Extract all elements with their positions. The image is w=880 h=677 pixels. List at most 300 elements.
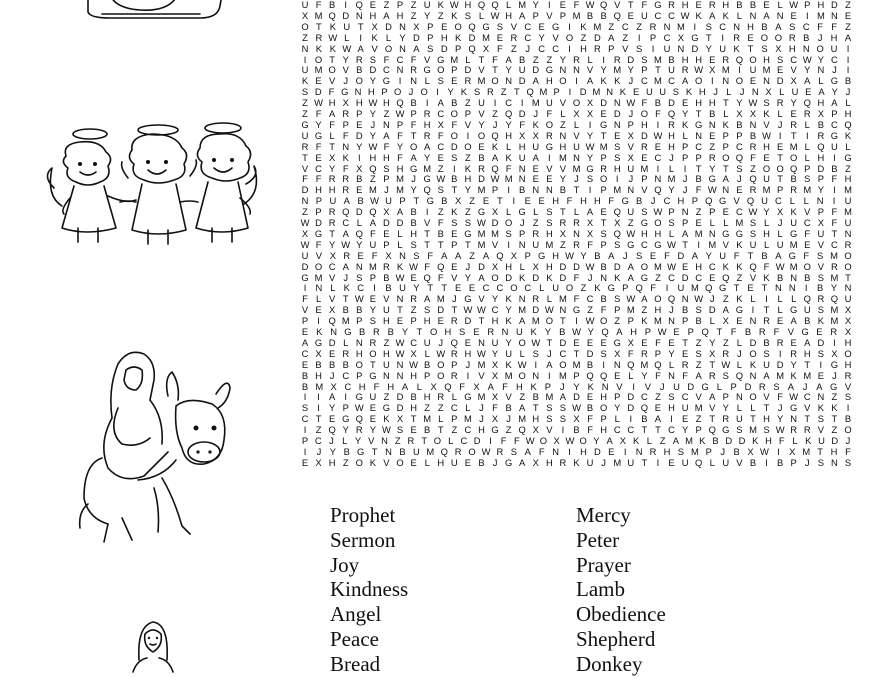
grid-letter: R [640,347,648,359]
grid-letter: K [460,86,468,98]
grid-letter: I [588,118,592,130]
grid-letter: A [681,227,689,239]
grid-letter: U [329,195,337,207]
grid-letter: L [763,238,770,250]
grid-letter: F [778,435,785,446]
grid-letter: I [832,195,836,207]
grid-letter: M [599,140,608,152]
grid-letter: U [491,336,499,348]
three-angels-picture [40,118,262,250]
grid-letter: S [817,347,824,359]
grid-letter: N [532,369,540,381]
grid-letter: U [722,456,730,468]
grid-letter: S [817,456,824,468]
grid-letter: B [532,391,539,403]
grid-letter: M [572,358,581,370]
grid-letter: J [628,75,634,87]
grid-letter: A [383,129,390,141]
grid-letter: N [831,9,838,21]
grid-letter: S [695,347,702,359]
grid-letter: M [694,402,703,414]
grid-letter: T [329,227,335,239]
grid-letter: L [726,86,732,98]
grid-letter: P [790,456,797,468]
grid-letter: K [343,282,350,294]
grid-letter: V [478,369,485,381]
grid-letter: F [373,380,380,392]
grid-letter: F [519,118,526,130]
grid-letter: I [656,162,660,174]
grid-letter: G [586,162,594,174]
grid-letter: I [697,238,700,250]
grid-letter: F [831,20,837,32]
grid-letter: C [803,217,811,228]
grid-letter: P [600,238,607,250]
grid-letter: Y [399,31,406,43]
grid-letter: V [371,42,378,54]
grid-letter: L [804,140,810,152]
grid-letter: U [518,151,526,163]
grid-letter: K [844,129,852,141]
grid-letter: A [437,97,444,109]
grid-letter: Q [355,413,363,425]
grid-letter: L [573,118,580,130]
grid-letter: H [423,315,431,327]
grid-letter: T [427,282,434,294]
grid-letter: P [342,118,349,130]
grid-letter: V [790,64,797,76]
grid-letter: Z [302,31,308,43]
grid-letter: Y [447,86,454,98]
grid-letter: M [776,369,785,381]
grid-letter: W [370,195,380,207]
grid-letter: S [817,413,824,425]
grid-letter: H [640,227,648,239]
grid-letter: C [301,347,309,359]
grid-letter: W [328,31,338,43]
grid-letter: S [749,227,757,239]
grid-letter: X [315,347,322,359]
grid-letter: Q [749,260,757,272]
grid-letter: G [695,118,703,130]
grid-letter: N [552,445,559,457]
grid-letter: G [504,456,513,468]
grid-letter: Q [830,293,839,305]
grid-letter: H [559,140,567,152]
grid-letter: U [369,391,377,403]
grid-letter: J [519,217,525,228]
grid-letter: X [790,75,797,87]
grid-letter: I [833,184,836,196]
grid-letter: I [656,118,660,130]
grid-letter: W [585,0,595,10]
grid-letter: D [383,217,390,228]
grid-letter: T [532,402,539,414]
grid-letter: A [546,358,553,370]
grid-letter: T [497,195,503,207]
grid-letter: T [763,402,770,414]
grid-letter: B [600,9,607,21]
grid-letter: B [749,0,757,10]
grid-letter: R [788,31,796,43]
grid-letter: R [410,64,417,76]
grid-letter: N [399,20,406,32]
grid-letter: K [817,402,824,414]
grid-letter: B [357,195,364,207]
grid-letter: E [776,140,784,152]
grid-letter: Y [401,326,409,337]
grid-letter: D [478,260,485,272]
grid-letter: Z [519,391,526,403]
grid-letter: E [437,315,444,327]
grid-letter: I [632,380,635,392]
grid-letter: Y [329,238,336,250]
grid-letter: E [356,118,363,130]
grid-letter: H [765,435,772,446]
grid-letter: Z [532,217,539,228]
grid-letter: T [804,358,811,370]
grid-letter: W [490,173,500,185]
grid-letter: C [450,402,458,414]
grid-letter: G [599,118,608,130]
grid-letter: B [790,173,797,185]
grid-letter: H [654,304,662,316]
grid-letter: E [559,0,567,10]
grid-letter: B [342,304,349,316]
grid-letter: M [613,456,622,468]
grid-letter: G [790,402,798,414]
grid-letter: E [464,336,472,348]
grid-letter: Z [614,315,621,327]
grid-letter: V [464,118,472,130]
grid-letter: P [410,108,417,119]
grid-letter: P [451,413,458,425]
grid-letter: U [586,456,594,468]
grid-letter: L [628,369,634,381]
grid-letter: Z [410,304,417,316]
grid-letter: I [303,391,307,403]
grid-letter: N [559,304,567,316]
grid-letter: F [451,118,458,130]
grid-letter: P [705,445,712,457]
grid-letter: E [464,456,472,468]
grid-letter: E [473,326,480,337]
grid-letter: P [396,0,404,10]
grid-letter: O [369,347,377,359]
word-list-item: Peace [330,626,379,651]
grid-letter: C [496,282,504,294]
grid-letter: E [747,31,754,43]
grid-letter: G [788,249,796,261]
grid-letter: G [830,75,839,87]
grid-letter: W [395,347,405,359]
grid-letter: Y [369,304,376,316]
grid-letter: V [695,391,702,403]
grid-letter: S [413,249,420,261]
grid-letter: I [568,445,571,457]
grid-letter: M [690,445,699,457]
grid-letter: B [301,369,309,381]
grid-letter: X [329,151,336,163]
grid-letter: H [315,184,322,196]
grid-letter: D [355,206,363,218]
grid-letter: G [341,86,349,98]
grid-letter: U [659,86,666,98]
grid-letter: A [763,369,770,381]
grid-letter: D [817,162,825,174]
grid-letter: N [817,64,825,76]
grid-letter: R [450,347,458,359]
grid-letter: Y [410,184,417,196]
grid-letter: X [491,369,499,381]
grid-letter: I [833,336,836,348]
grid-letter: U [545,97,553,109]
grid-letter: A [410,151,417,163]
grid-letter: U [343,20,351,32]
grid-letter: G [423,64,431,76]
grid-letter: I [846,402,850,414]
grid-letter: T [627,0,634,10]
grid-letter: D [600,97,608,109]
grid-letter: D [396,402,404,414]
grid-letter: M [477,184,486,196]
grid-letter: P [532,9,539,21]
grid-letter: U [736,413,743,425]
grid-letter: P [681,140,689,152]
grid-letter: A [606,435,613,446]
grid-letter: J [777,118,783,130]
grid-letter: L [646,435,652,446]
grid-letter: T [424,227,431,239]
grid-letter: U [668,64,675,76]
grid-letter: A [559,391,567,403]
grid-letter: W [667,238,676,250]
grid-letter: T [600,129,607,141]
grid-letter: F [497,42,503,54]
grid-letter: B [573,424,580,436]
word-list-item: Obedience [576,602,666,627]
grid-letter: U [844,195,852,207]
grid-letter: N [733,20,740,32]
grid-letter: Y [614,402,621,414]
grid-letter: R [613,53,621,65]
grid-letter: P [519,227,526,239]
grid-letter: T [371,445,378,457]
grid-letter: B [410,391,417,403]
grid-letter: R [532,227,540,239]
grid-letter: W [565,249,574,261]
grid-letter: F [383,140,390,152]
grid-letter: U [573,140,580,152]
grid-letter: G [491,424,499,436]
grid-letter: C [627,424,635,436]
grid-letter: P [381,86,388,98]
grid-letter: N [396,358,404,370]
grid-letter: A [654,413,662,425]
grid-letter: N [383,118,390,130]
grid-letter: Z [437,9,444,21]
grid-letter: D [505,271,513,283]
grid-letter: F [538,445,545,457]
grid-letter: H [668,129,675,141]
grid-letter: P [649,31,657,43]
grid-letter: J [682,184,688,196]
grid-letter: M [450,53,459,65]
grid-letter: I [819,358,823,370]
grid-letter: G [477,206,486,218]
grid-letter: P [722,391,729,403]
grid-letter: T [747,249,754,261]
grid-letter: M [482,31,490,43]
grid-letter: N [613,97,621,109]
grid-letter: E [805,86,812,98]
grid-letter: Z [695,413,702,425]
grid-letter: D [464,64,472,76]
grid-letter: D [396,391,404,403]
grid-letter: J [650,195,656,207]
grid-letter: P [654,347,662,359]
grid-letter: E [532,173,539,185]
grid-letter: N [749,118,757,130]
grid-letter: C [301,413,309,425]
grid-letter: U [301,249,309,261]
grid-letter: G [357,445,365,457]
grid-letter: S [763,424,770,436]
grid-letter: Q [790,162,798,174]
grid-letter: X [385,249,392,261]
grid-letter: O [749,347,757,359]
grid-letter: I [466,129,470,141]
grid-letter: I [303,445,307,457]
grid-letter: J [547,347,552,359]
grid-letter: N [301,42,309,54]
grid-letter: B [641,413,648,425]
grid-letter: P [608,42,615,54]
grid-letter: W [565,435,575,446]
grid-letter: E [776,315,784,327]
grid-letter: X [437,118,444,130]
grid-letter: E [709,271,716,283]
grid-letter: W [368,97,378,109]
grid-letter: Q [708,424,716,436]
grid-letter: E [383,227,390,239]
grid-letter: U [761,195,768,207]
grid-letter: U [383,358,390,370]
word-list-item: Sermon [330,527,396,552]
grid-letter: D [749,336,757,348]
grid-letter: K [316,326,323,337]
grid-letter: V [817,424,824,436]
grid-letter: T [421,435,428,446]
grid-letter: S [817,304,824,316]
grid-letter: Z [410,9,417,21]
grid-letter: T [777,151,783,163]
grid-letter: Q [450,336,458,348]
grid-letter: H [708,97,716,109]
grid-letter: Z [546,53,553,65]
grid-letter: X [532,129,539,141]
grid-letter: R [790,184,798,196]
grid-letter: E [695,0,702,10]
grid-letter: B [831,162,838,174]
grid-letter: H [552,249,559,261]
grid-letter: W [314,97,323,109]
grid-letter: E [482,195,490,207]
grid-letter: J [682,173,688,185]
grid-letter: B [356,64,363,76]
grid-letter: B [478,456,485,468]
grid-letter: M [667,173,676,185]
grid-letter: Y [342,424,349,436]
grid-letter: J [479,402,484,414]
grid-letter: P [301,315,309,327]
grid-letter: I [777,445,780,457]
grid-letter: E [627,9,634,21]
grid-letter: V [559,162,567,174]
grid-letter: T [451,304,458,316]
grid-letter: V [709,402,716,414]
grid-letter: R [510,31,518,43]
grid-letter: Y [804,64,811,76]
grid-letter: N [606,86,613,98]
grid-letter: Q [444,380,452,392]
grid-letter: W [789,391,799,403]
grid-letter: V [614,0,621,10]
grid-letter: F [641,0,648,10]
grid-letter: U [423,336,431,348]
grid-letter: V [342,64,349,76]
grid-letter: R [649,445,657,457]
grid-letter: X [330,380,337,392]
grid-letter: V [552,31,559,43]
grid-letter: M [844,184,852,196]
grid-letter: M [426,445,435,457]
grid-letter: R [776,336,784,348]
grid-letter: E [600,108,607,119]
grid-letter: I [317,315,320,327]
grid-letter: Z [845,162,851,174]
grid-letter: V [478,293,485,305]
grid-letter: F [546,108,553,119]
grid-letter: J [659,380,665,392]
grid-letter: H [464,173,472,185]
grid-letter: B [736,0,743,10]
grid-letter: G [369,369,377,381]
grid-letter: Z [424,402,431,414]
grid-letter: Z [465,97,471,109]
grid-letter: N [410,75,417,87]
grid-letter: C [831,53,838,65]
grid-letter: B [385,282,392,294]
grid-letter: L [519,260,525,272]
grid-letter: I [357,151,361,163]
grid-letter: V [559,97,567,109]
grid-letter: G [423,173,431,185]
grid-letter: M [830,249,838,261]
grid-letter: N [776,9,784,21]
grid-letter: R [790,118,798,130]
grid-letter: N [354,86,362,98]
grid-letter: B [315,358,322,370]
grid-letter: U [749,238,757,250]
illustration-column [0,0,290,660]
grid-letter: L [397,238,403,250]
grid-letter: U [423,0,431,10]
grid-letter: N [708,118,716,130]
grid-letter: Z [437,206,444,218]
grid-letter: M [613,64,622,76]
grid-letter: R [410,293,417,305]
